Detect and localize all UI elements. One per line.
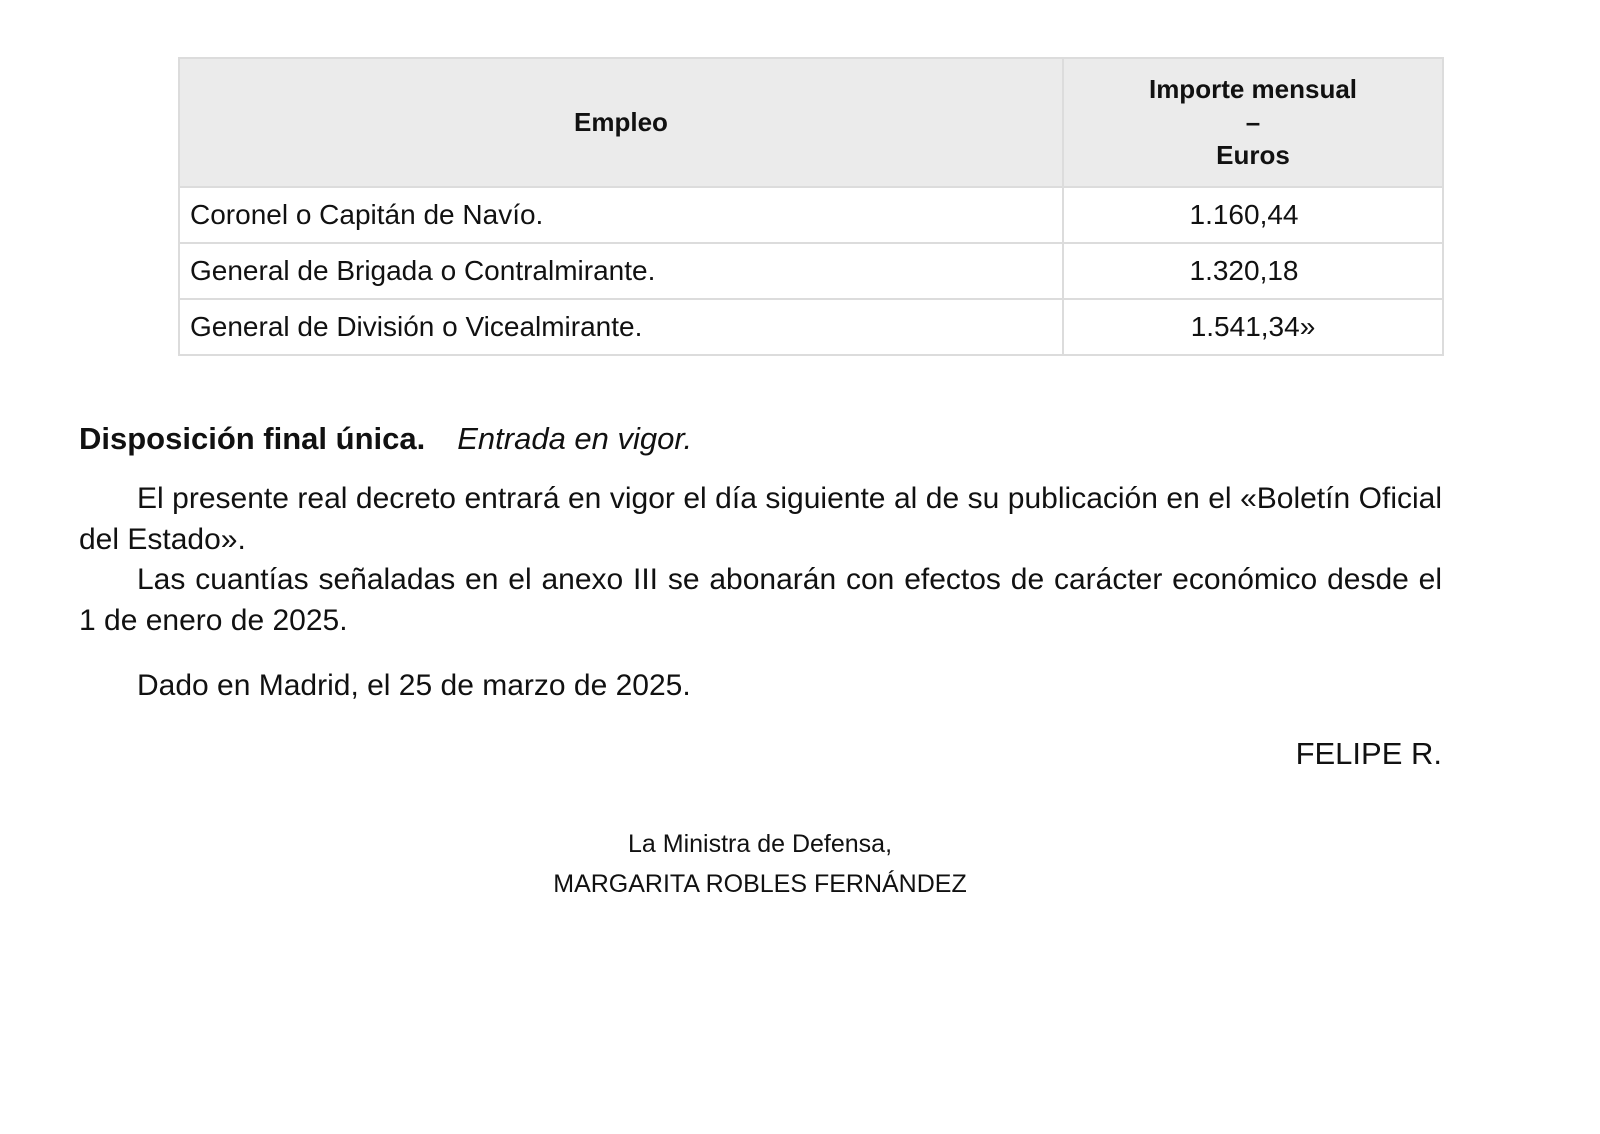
header-empleo: Empleo xyxy=(179,58,1063,187)
importe-value: 1.541,34» xyxy=(1190,311,1316,342)
table-row xyxy=(179,243,1443,299)
disposition-paragraph-2: Las cuantías señaladas en el anexo III se abonarán con efectos de carácter económico desde el 1 de enero de 2025. xyxy=(79,563,1442,637)
header-importe-line3: Euros xyxy=(1216,140,1290,170)
table-row xyxy=(179,299,1443,355)
cell-empleo: General de División o Vicealmirante. xyxy=(179,299,1063,355)
given-line: Dado en Madrid, el 25 de marzo de 2025. xyxy=(137,669,691,702)
cell-empleo: Coronel o Capitán de Navío. xyxy=(179,187,1063,243)
cell-importe xyxy=(1063,243,1443,299)
cell-empleo: General de Brigada o Contralmirante. xyxy=(179,243,1063,299)
disposition-paragraph-1: El presente real decreto entrará en vigor el día siguiente al de su publicación en el «Boletín Oficial del Estado». xyxy=(79,482,1442,556)
table-header-row xyxy=(179,58,1443,187)
header-importe-line1: Importe mensual xyxy=(1148,74,1358,104)
disposition-subtitle: Entrada en vigor. xyxy=(457,421,693,456)
header-importe xyxy=(1063,58,1443,187)
table-header xyxy=(179,58,1443,187)
table-body xyxy=(179,187,1443,355)
header-importe-dash: – xyxy=(1245,107,1261,137)
importe-value: 1.320,18 xyxy=(1189,255,1299,286)
minister-title: La Ministra de Defensa, xyxy=(627,830,893,858)
disposition-heading xyxy=(79,419,692,459)
cell-importe xyxy=(1063,187,1443,243)
importe-value: 1.160,44 xyxy=(1189,199,1299,230)
minister-name: MARGARITA ROBLES FERNÁNDEZ xyxy=(553,870,967,898)
minister-signature-block xyxy=(0,824,1520,904)
disposition-title: Disposición final única. xyxy=(79,421,426,456)
cell-importe xyxy=(1063,299,1443,355)
salary-table xyxy=(178,57,1444,356)
king-signature: FELIPE R. xyxy=(1295,736,1442,771)
table-row xyxy=(179,187,1443,243)
